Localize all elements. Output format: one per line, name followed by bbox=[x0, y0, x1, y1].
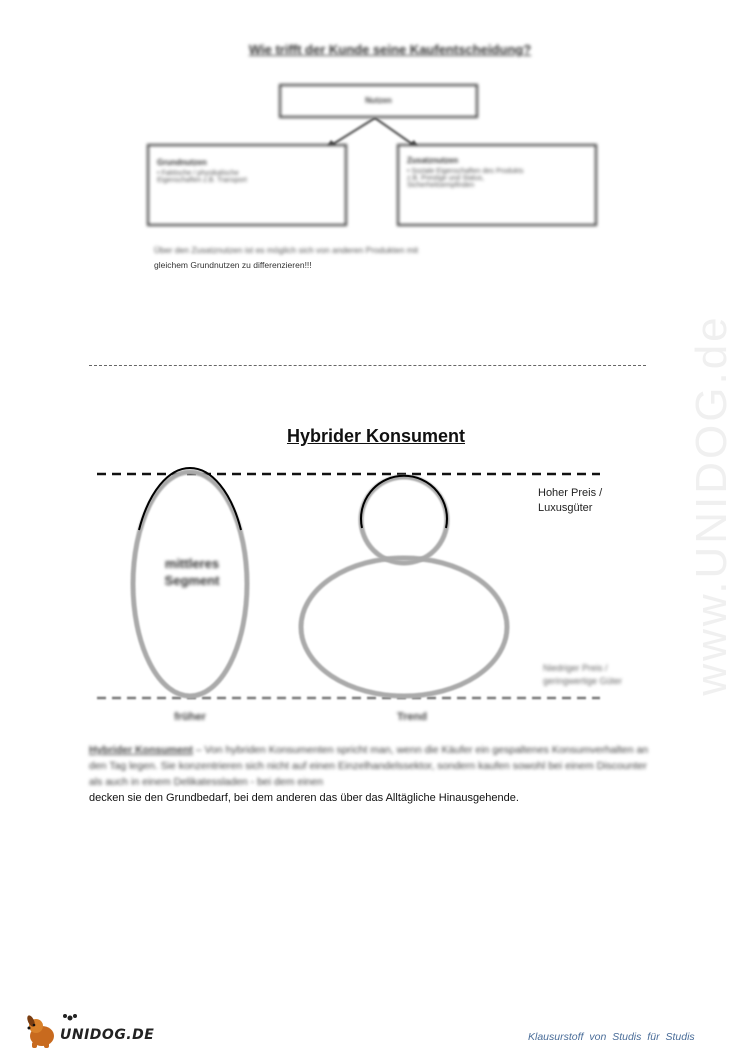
logo-text: UNIDOG.DE bbox=[60, 1027, 155, 1043]
label-low-price-line: Niedriger Preis / bbox=[543, 663, 608, 673]
trend-ellipse-low bbox=[301, 558, 507, 696]
label-trend: Trend bbox=[397, 711, 427, 723]
label-high-price-line: Hoher Preis / bbox=[538, 487, 603, 499]
box-zusatznutzen-line: • Soziale Eigenschaften des Produkts bbox=[407, 168, 524, 175]
label-low-price-line: geringwertige Güter bbox=[543, 676, 623, 686]
note-line-1: Über den Zusatznutzen ist es möglich sich von anderen Produkten mit bbox=[154, 245, 419, 255]
definition-paragraph-last-line: decken sie den Grundbedarf, bei dem anderen das über das Alltägliche Hinausgehende. bbox=[89, 792, 519, 804]
box-grundnutzen-line: Eigenschaften z.B. Transport bbox=[157, 177, 247, 184]
label-high-price bbox=[538, 486, 602, 516]
watermark: www.UNIDOG.de bbox=[687, 314, 736, 696]
label-middle-segment-line: mittleres bbox=[164, 556, 220, 571]
dog-icon bbox=[26, 1014, 54, 1048]
definition-text: – Von hybriden Konsumenten spricht man, wenn die Käufer ein gespaltenes Konsumverhalten an den Tag legen. Sie konzentrieren sich nicht auf einen Einzelhandelssektor, sondern kaufen sowohl bei einem Discounter als auch in einem Delikatessladen - bei dem einen bbox=[89, 744, 649, 788]
section-title-hybrider-konsument: Hybrider Konsument bbox=[286, 426, 466, 446]
paw-icon bbox=[63, 1014, 77, 1021]
definition-term: Hybrider Konsument bbox=[89, 744, 193, 756]
trend-circle-high bbox=[361, 477, 447, 563]
footer-tagline: Klausurstoff von Studis für Studis bbox=[528, 1031, 695, 1043]
section-title-kaufentscheidung: Wie trifft der Kunde seine Kaufentscheidung? bbox=[248, 42, 532, 57]
box-zusatznutzen-line: Sicherheitsempfinden bbox=[407, 182, 475, 189]
label-high-price-line: Luxusgüter bbox=[538, 502, 593, 514]
label-middle-segment bbox=[130, 555, 254, 589]
label-early: früher bbox=[174, 711, 206, 723]
box-grundnutzen-title: Grundnutzen bbox=[157, 158, 207, 167]
label-low-price bbox=[543, 662, 622, 688]
box-zusatznutzen-line: z.B. Prestige und Status, bbox=[407, 175, 485, 182]
trend-circle-high-top-arc bbox=[361, 476, 447, 528]
note-line-2: gleichem Grundnutzen zu differenzieren!!! bbox=[154, 260, 312, 270]
box-zusatznutzen-title: Zusatznutzen bbox=[407, 156, 459, 165]
box-nutzen: Nutzen bbox=[279, 84, 478, 118]
box-grundnutzen-line: • Faktische / physikalische bbox=[157, 170, 239, 177]
label-middle-segment-line: Segment bbox=[164, 573, 220, 588]
definition-paragraph bbox=[89, 742, 659, 790]
